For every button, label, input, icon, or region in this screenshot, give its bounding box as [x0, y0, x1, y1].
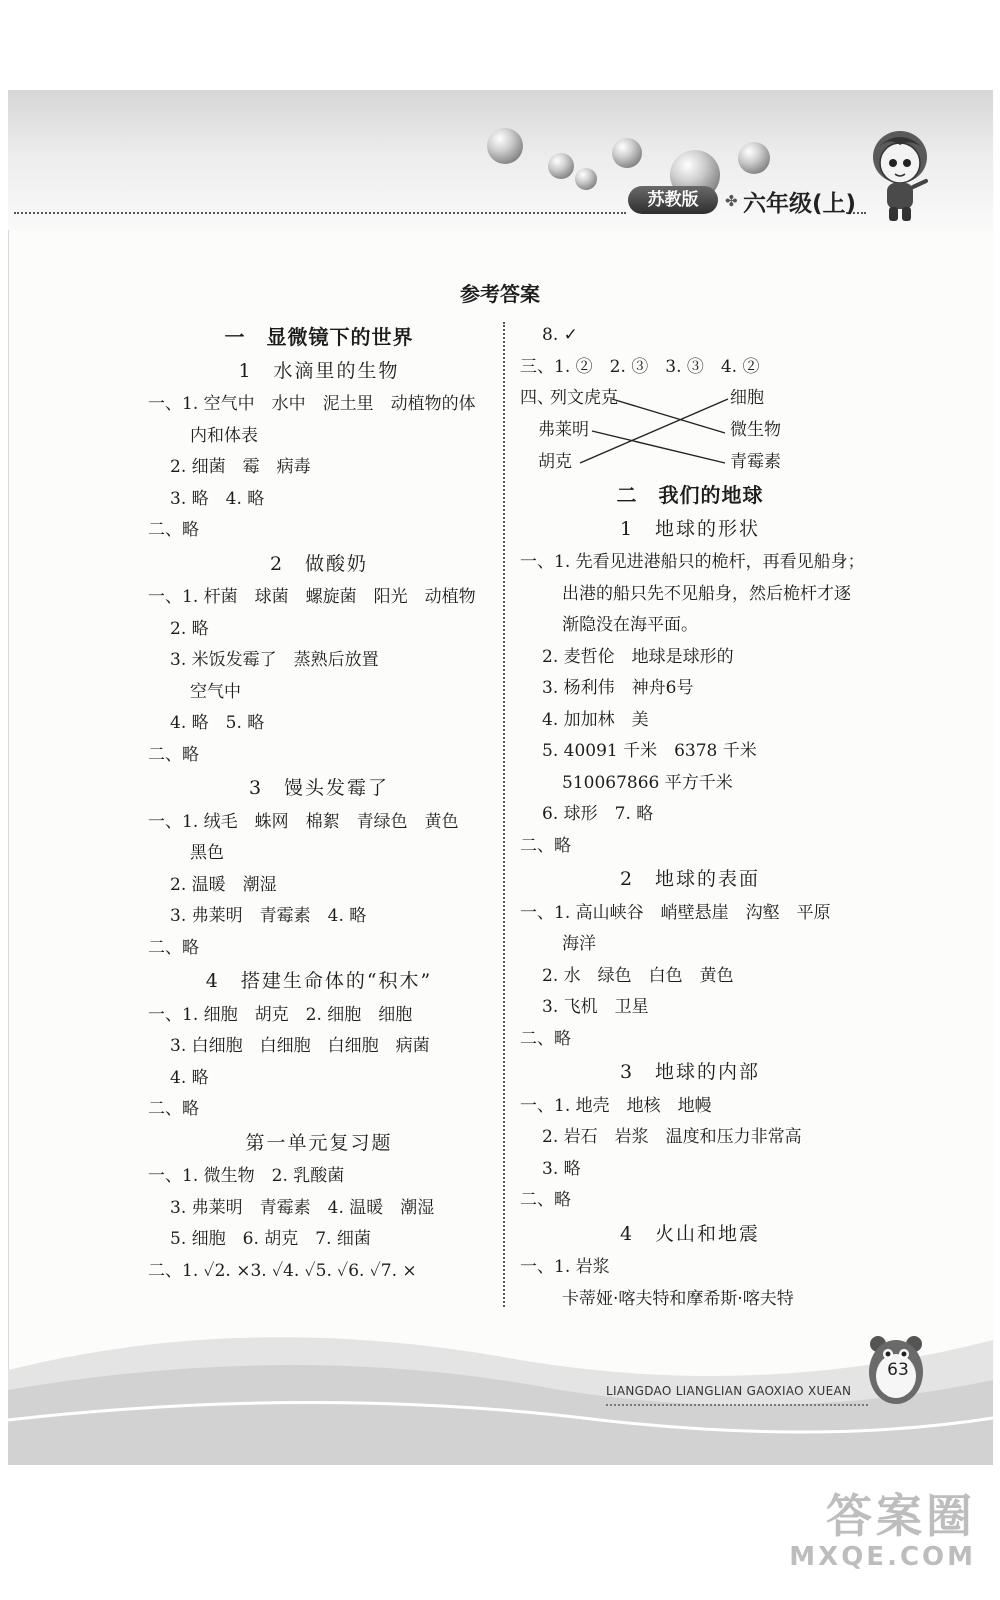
answer-line: 出港的船只先不见船身，然后桅杆才逐	[562, 583, 851, 604]
right-column	[520, 320, 865, 1315]
edition-badge: 苏教版	[628, 186, 718, 214]
lesson-heading: 1 地球的形状	[619, 517, 761, 540]
answer-line: 二、略	[520, 1028, 571, 1049]
answer-line: 6. 球形 7. 略	[542, 804, 654, 824]
answer-line: 510067866 平方千米	[562, 772, 733, 793]
matching-prefix: 四、	[520, 388, 554, 408]
answer-line: 5. 40091 千米 6378 千米	[542, 741, 757, 761]
answer-line: 二、略	[148, 520, 199, 540]
decor-ball	[612, 138, 642, 168]
answer-line: 3. 弗莱明 青霉素 4. 温暖 潮湿	[170, 1197, 435, 1218]
matching-left-item: 列文虎克	[550, 388, 618, 408]
separator-icon: ✤	[725, 192, 738, 210]
decor-ball	[575, 168, 597, 190]
watermark-url: MXQE.COM	[789, 1542, 976, 1572]
decor-ball	[738, 142, 770, 174]
answer-line: 4. 略 5. 略	[170, 713, 265, 733]
answer-line: 一、1. 微生物 2. 乳酸菌	[148, 1166, 345, 1186]
grade-label: 六年级(上)	[743, 191, 857, 217]
left-column	[148, 320, 490, 1287]
unit-heading: 二 我们的地球	[616, 483, 764, 507]
document-title: 参考答案	[460, 282, 540, 306]
answer-line: 3. 白细胞 白细胞 白细胞 病菌	[170, 1036, 430, 1056]
answer-line: 3. 略 4. 略	[170, 488, 265, 509]
answer-line: 空气中	[190, 681, 241, 702]
answer-line: 3. 弗莱明 青霉素 4. 略	[170, 906, 367, 926]
answer-line: 2. 略	[170, 618, 209, 639]
header-dotted-line	[14, 212, 626, 214]
answer-line: 二、略	[520, 835, 571, 856]
answer-line: 卡蒂娅·喀夫特和摩希斯·喀夫特	[562, 1288, 794, 1309]
matching-right-item: 细胞	[730, 388, 764, 408]
answer-line: 2. 温暖 潮湿	[170, 874, 277, 895]
answer-line: 一、1. 岩浆	[520, 1257, 610, 1277]
lesson-heading: 2 做酸奶	[269, 552, 369, 575]
decor-ball	[487, 128, 523, 164]
answer-line: 4. 略	[170, 1067, 209, 1088]
matching-right-item: 微生物	[730, 420, 781, 440]
answer-line: 二、略	[148, 937, 199, 958]
lesson-heading: 3 馒头发霉了	[248, 777, 390, 799]
mascot-boy-icon	[860, 125, 940, 225]
lesson-heading: 4 搭建生命体的“积木”	[205, 970, 433, 992]
answer-line: 一、1. 地壳 地核 地幔	[520, 1095, 712, 1116]
lesson-heading: 1 水滴里的生物	[238, 359, 400, 382]
decor-ball	[548, 153, 574, 179]
column-divider	[503, 322, 505, 1307]
answer-line: 二、略	[148, 1099, 199, 1119]
watermark-logo-text: 答案圈	[826, 1489, 976, 1543]
site-watermark	[736, 1490, 976, 1580]
series-name: LIANGDAO LIANGLIAN GAOXIAO XUEAN	[606, 1384, 852, 1398]
answer-line: 一、1. 杆菌 球菌 螺旋菌 阳光 动植物	[148, 587, 476, 607]
matching-exercise	[520, 383, 860, 478]
answer-line: 3. 米饭发霉了 蒸熟后放置	[170, 650, 379, 670]
answer-line: 4. 加加林 美	[542, 709, 649, 730]
answer-line: 二、略	[148, 744, 199, 765]
unit-heading: 一 显微镜下的世界	[224, 325, 414, 349]
answer-line: 2. 细菌 霉 病毒	[170, 457, 311, 477]
answer-line: 渐隐没在海平面。	[562, 615, 698, 635]
answer-line: 一、1. 先看见进港船只的桅杆，再看见船身；	[520, 552, 865, 572]
answer-line: 3. 略	[542, 1158, 581, 1179]
answer-line: 内和体表	[190, 425, 258, 446]
answer-line: 8. ✓	[542, 325, 578, 345]
answer-line: 黑色	[190, 843, 224, 863]
answer-line: 三、1. ② 2. ③ 3. ③ 4. ②	[520, 356, 760, 377]
answer-line: 二、1. ✓2. ×3. ✓4. ✓5. ✓6. ✓7. ×	[148, 1260, 417, 1281]
answer-line: 2. 岩石 岩浆 温度和压力非常高	[542, 1127, 802, 1147]
answer-line: 2. 水 绿色 白色 黄色	[542, 965, 734, 986]
matching-right-item: 青霉素	[730, 452, 781, 472]
lesson-heading: 2 地球的表面	[619, 868, 761, 890]
lesson-heading: 4 火山和地震	[619, 1222, 761, 1245]
answer-line: 二、略	[520, 1190, 571, 1210]
lesson-heading: 3 地球的内部	[619, 1061, 761, 1083]
answer-line: 5. 细胞 6. 胡克 7. 细菌	[170, 1229, 371, 1249]
answer-line: 2. 麦哲伦 地球是球形的	[542, 646, 734, 667]
matching-left-item: 胡克	[538, 452, 572, 472]
answer-line: 一、1. 绒毛 蛛网 棉絮 青绿色 黄色	[148, 811, 459, 832]
answer-line: 3. 杨利伟 神舟6号	[542, 678, 694, 698]
answer-line: 3. 飞机 卫星	[542, 997, 649, 1017]
answer-line: 一、1. 细胞 胡克 2. 细胞 细胞	[148, 1004, 413, 1025]
page-number: 63	[887, 1360, 909, 1380]
answer-line: 一、1. 高山峡谷 峭壁悬崖 沟壑 平原	[520, 902, 831, 923]
answer-line: 海洋	[562, 934, 596, 954]
answer-line: 一、1. 空气中 水中 泥土里 动植物的体	[148, 394, 476, 414]
review-heading: 第一单元复习题	[245, 1131, 393, 1154]
matching-left-item: 弗莱明	[538, 420, 589, 440]
footer-dotted-line	[606, 1404, 868, 1406]
